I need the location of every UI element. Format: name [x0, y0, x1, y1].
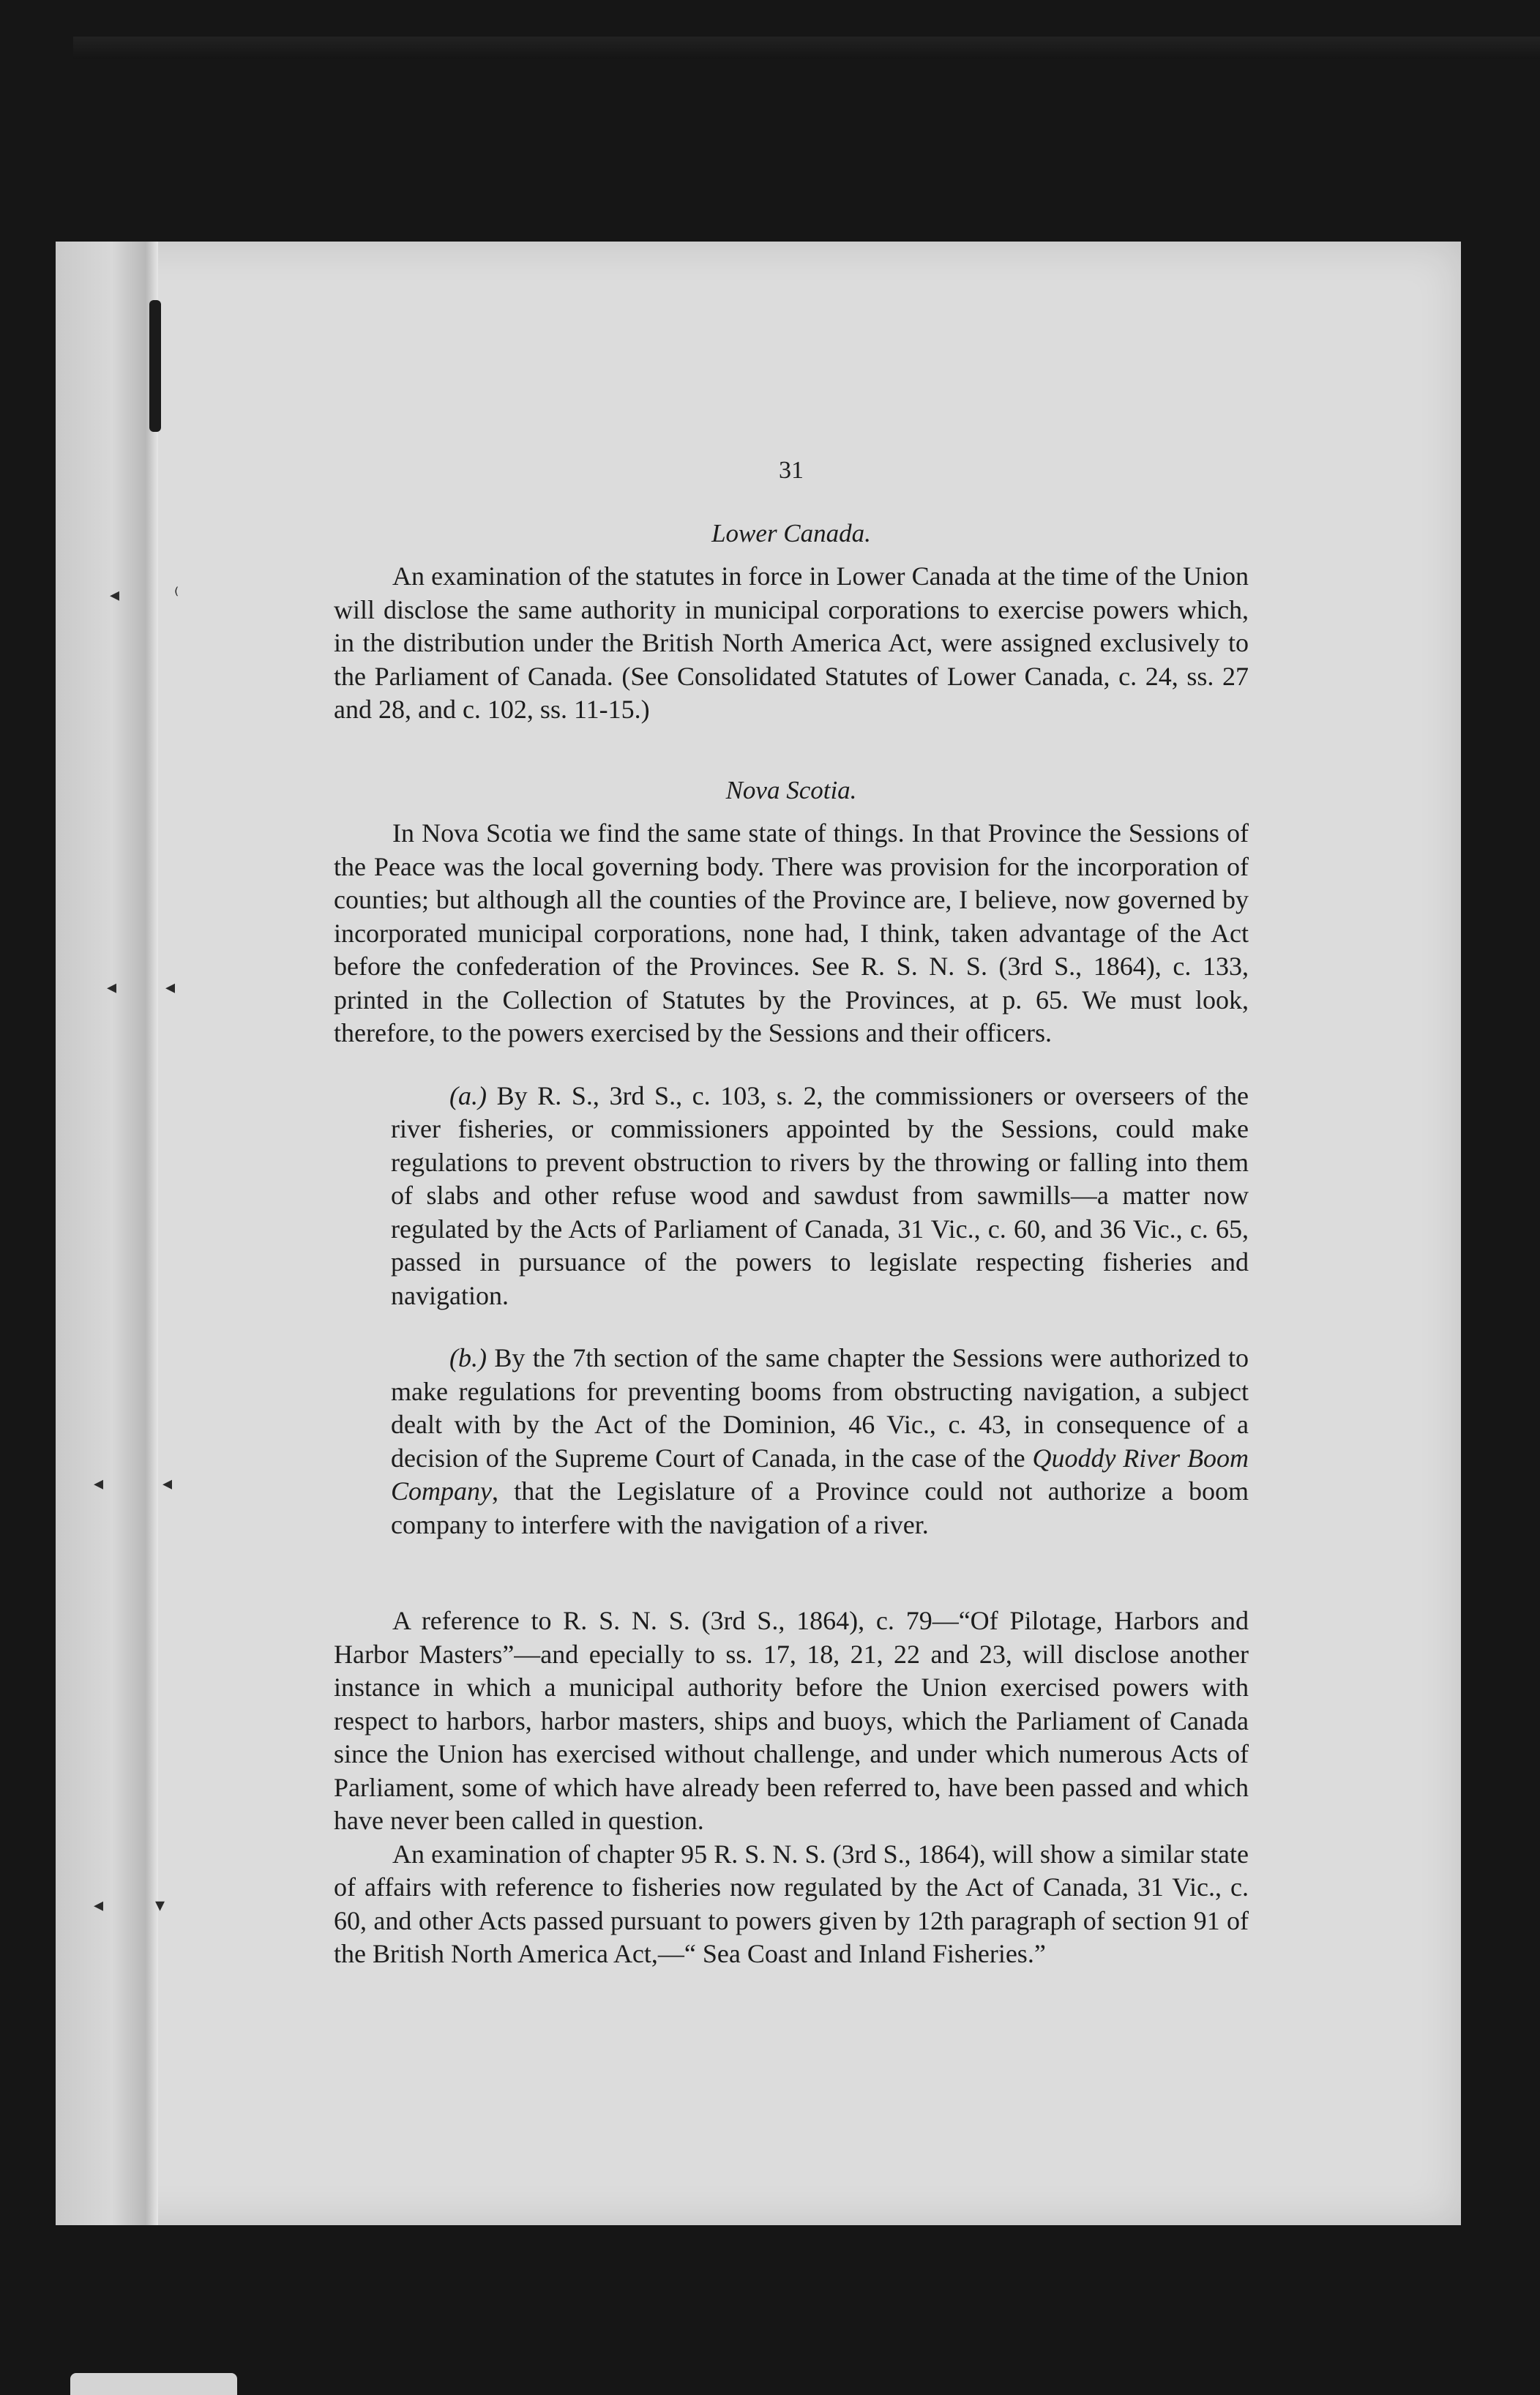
margin-tick-mark: ◂ [110, 584, 120, 606]
item-a [391, 1080, 1249, 1313]
margin-tick-mark: ◂ [162, 1473, 173, 1495]
page-number: 31 [779, 457, 804, 484]
heading-lower-canada: Lower Canada. [711, 518, 871, 548]
margin-tick-mark: ⁽ [174, 584, 179, 606]
binding-shadow-mark [149, 300, 161, 432]
margin-tick-mark: ▾ [155, 1894, 165, 1916]
margin-tick-mark: ◂ [107, 976, 117, 998]
item-b-marker: (b.) [449, 1343, 487, 1372]
scan-top-edge [73, 37, 1540, 59]
paragraph-pilotage: A reference to R. S. N. S. (3rd S., 1864), c. 79—“Of Pilotage, Harbors and Harbor Masters”—and epecially to ss. 17, 18, 21, 22 and 23, will disclose another instance in which a municipal authority before the Union exercised powers with respect to harbors, harbor masters, ships and buoys, which the Parliament of Canada since the Union has exercised without challenge, and under which numerous Acts of Parliament, some of which have already been referred to, have been passed and which have never been called in question. [334, 1606, 1249, 1835]
margin-tick-mark: ◂ [165, 976, 176, 998]
heading-nova-scotia: Nova Scotia. [725, 775, 857, 804]
paper-scrap [70, 2373, 237, 2395]
item-b-text-after: , that the Legislature of a Province could not authorize a boom company to interfere with the navigation of a river. [391, 1476, 1249, 1539]
margin-tick-mark: ◂ [94, 1894, 104, 1916]
item-a-text: By R. S., 3rd S., c. 103, s. 2, the commissioners or overseers of the river fisheries, or commissioners appointed by the Sessions, could make regulations to prevent obstruction to rivers by the throwing or falling into them of slabs and other refuse wood and sawdust from sawmills—a matter now regulated by the Acts of Parliament of Canada, 31 Vic., c. 60, and 36 Vic., c. 65, passed in pursuance of the powers to legislate respecting fisheries and navigation. [391, 1080, 1249, 1310]
page-binding-edge [56, 242, 158, 2225]
item-b-text-before: By the 7th section of the same chapter the Sessions were authorized to make regulations for preventing booms from obstructing navigation, a subject dealt with by the Act of the Dominion, 46 Vic., c. 43, in consequence of a decision of the Supreme Court of Canada, in the case of the [391, 1343, 1249, 1473]
margin-tick-mark: ◂ [94, 1473, 104, 1495]
item-b [391, 1342, 1249, 1542]
paragraph-nova-scotia: In Nova Scotia we find the same state of things. In that Province the Sessions of the Peace was the local governing body. There was provision for the incorporation of counties; but although all the counties of the Province are, I believe, now governed by incorporated municipal corporations, none had, I think, taken advantage of the Act before the confederation of the Provinces. See R. S. N. S. (3rd S., 1864), c. 133, printed in the Collection of Statutes by the Provinces, at p. 65. We must look, therefore, to the powers exercised by the Sessions and their officers. [334, 818, 1249, 1047]
item-a-marker: (a.) [449, 1080, 487, 1110]
item-b-case-name: Quoddy River Boom Company [391, 1443, 1249, 1506]
page-text [334, 454, 1249, 1971]
paragraph-fisheries: An examination of chapter 95 R. S. N. S. (3rd S., 1864), will show a similar state of affairs with reference to fisheries now regulated by the Act of Canada, 31 Vic., c. 60, and other Acts passed pursuant to powers given by 12th paragraph of section 91 of the British North America Act,—“ Sea Coast and Inland Fisheries.” [334, 1839, 1249, 1968]
paragraph-lower-canada: An examination of the statutes in force in Lower Canada at the time of the Union will disclose the same authority in municipal corporations to exercise powers which, in the distribution under the British North America Act, were assigned exclusively to the Parliament of Canada. (See Consolidated Statutes of Lower Canada, c. 24, ss. 27 and 28, and c. 102, ss. 11-15.) [334, 561, 1249, 724]
